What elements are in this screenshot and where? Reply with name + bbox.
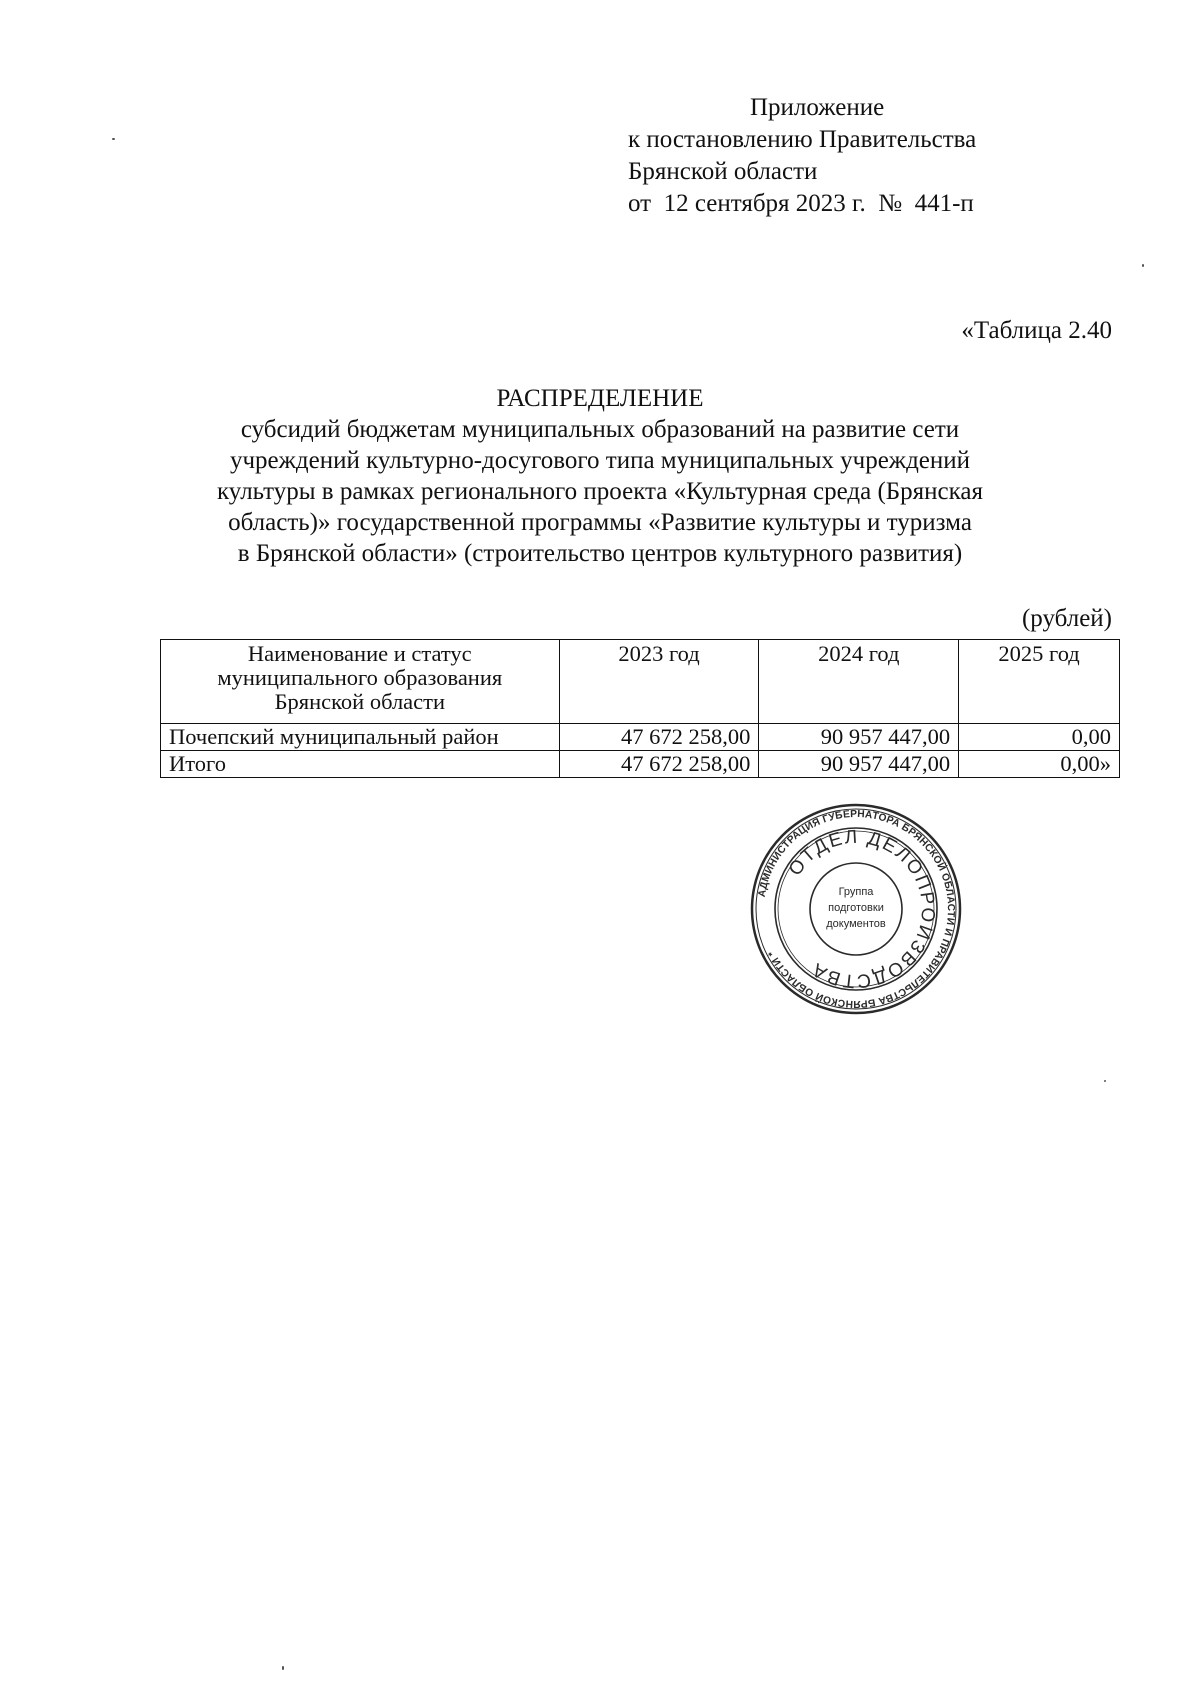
scan-speck <box>112 138 115 140</box>
scan-speck <box>282 1666 284 1670</box>
table-number-label: «Таблица 2.40 <box>961 317 1112 344</box>
column-header-2023: 2023 год <box>559 640 759 724</box>
cell-total-label: Итого <box>161 751 560 778</box>
cell-total-2025: 0,00» <box>959 751 1120 778</box>
units-label: (рублей) <box>1021 605 1112 632</box>
stamp-center-line: документов <box>826 918 886 930</box>
cell-2025: 0,00 <box>959 724 1120 751</box>
header-line-resolution: к постановлению Правительства <box>628 126 977 153</box>
cell-total-2024: 90 957 447,00 <box>759 751 959 778</box>
title-line: в Брянской области» (строительство центров культурного развития) <box>237 540 963 567</box>
column-header-2024: 2024 год <box>759 640 959 724</box>
distribution-table <box>160 639 1120 778</box>
scan-speck <box>1142 264 1144 267</box>
table-row-total <box>161 751 1120 778</box>
stamp-center-line: подготовки <box>828 902 884 914</box>
document-title <box>100 383 1100 569</box>
document-header <box>628 92 976 220</box>
table-row <box>161 724 1120 751</box>
title-line: область)» государственной программы «Развитие культуры и туризма <box>228 509 972 536</box>
cell-municipality: Почепский муниципальный район <box>161 724 560 751</box>
official-stamp <box>750 803 962 1015</box>
title-line: культуры в рамках регионального проекта «Культурная среда (Брянская <box>217 478 983 505</box>
title-heading: РАСПРЕДЕЛЕНИЕ <box>496 385 704 412</box>
column-header-municipality: Наименование и статус муниципального образования Брянской области <box>161 640 560 724</box>
scan-speck <box>1104 1080 1106 1082</box>
title-line: учреждений культурно-досугового типа муниципальных учреждений <box>229 447 971 474</box>
cell-2024: 90 957 447,00 <box>759 724 959 751</box>
cell-2023: 47 672 258,00 <box>559 724 759 751</box>
stamp-inner-text: ОТДЕЛ ДЕЛОПРОИЗВОДСТВА <box>784 826 939 992</box>
title-line: субсидий бюджетам муниципальных образований на развитие сети <box>240 416 960 443</box>
table-header-row <box>161 640 1120 724</box>
header-line-region: Брянской области <box>628 158 818 185</box>
stamp-center-line: Группа <box>838 886 874 898</box>
header-line-appendix: Приложение <box>750 94 885 121</box>
header-line-date-number: от 12 сентября 2023 г. № 441-п <box>628 190 974 217</box>
stamp-outer-text: АДМИНИСТРАЦИЯ ГУБЕРНАТОРА БРЯНСКОЙ ОБЛАСТИ И ПРАВИТЕЛЬСТВА БРЯНСКОЙ ОБЛАСТИ * <box>756 808 957 1010</box>
column-header-2025: 2025 год <box>959 640 1120 724</box>
cell-total-2023: 47 672 258,00 <box>559 751 759 778</box>
